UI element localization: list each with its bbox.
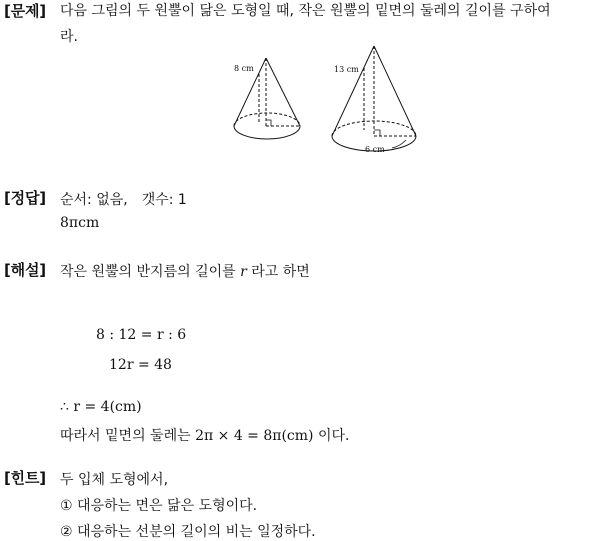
hint-label: [힌트] — [4, 469, 46, 487]
small-height-label: 8 cm — [234, 64, 254, 73]
large-height-label: 13 cm — [334, 65, 359, 74]
hint-item2: ② 대응하는 선분의 길이의 비는 일정하다. — [60, 524, 316, 540]
equation-ratio: 8 : 12 = r : 6 — [96, 327, 187, 343]
answer-order: 순서: 없음, — [60, 192, 128, 208]
cones-figure — [228, 44, 428, 158]
large-cone — [332, 46, 416, 154]
problem-text-line2: 라. — [60, 29, 78, 45]
problem-label: [문제] — [4, 2, 46, 20]
solution-intro-before: 작은 원뿔의 반지름의 길이를 — [60, 264, 236, 280]
hint-item1: ① 대응하는 면은 닮은 도형이다. — [60, 498, 258, 514]
solution-conclusion — [60, 425, 349, 445]
answer-count: 갯수: 1 — [141, 192, 187, 208]
answer-value: 8πcm — [60, 215, 100, 231]
equation-linear: 12r = 48 — [109, 357, 172, 373]
solution-label: [해설] — [4, 261, 46, 279]
small-cone — [234, 58, 300, 139]
solution-var-r: r — [240, 264, 247, 280]
solution-intro-after: 라고 하면 — [251, 264, 310, 280]
large-radius-label: 6 cm — [365, 145, 385, 154]
answer-label: [정답] — [4, 189, 46, 207]
hint-line1: 두 입체 도형에서, — [60, 472, 169, 488]
conclusion-after: 이다. — [317, 428, 350, 444]
conclusion-before: 따라서 밑면의 둘레는 — [60, 428, 191, 444]
solution-intro — [60, 261, 310, 281]
answer-order-count — [60, 189, 187, 209]
equation-result: ∴ r = 4(cm) — [60, 399, 142, 415]
conclusion-expression: 2π × 4 = 8π(cm) — [195, 428, 314, 444]
problem-text-line1: 다음 그림의 두 원뿔이 닮은 도형일 때, 작은 원뿔의 밑면의 둘레의 길이를 구하여 — [60, 3, 551, 19]
